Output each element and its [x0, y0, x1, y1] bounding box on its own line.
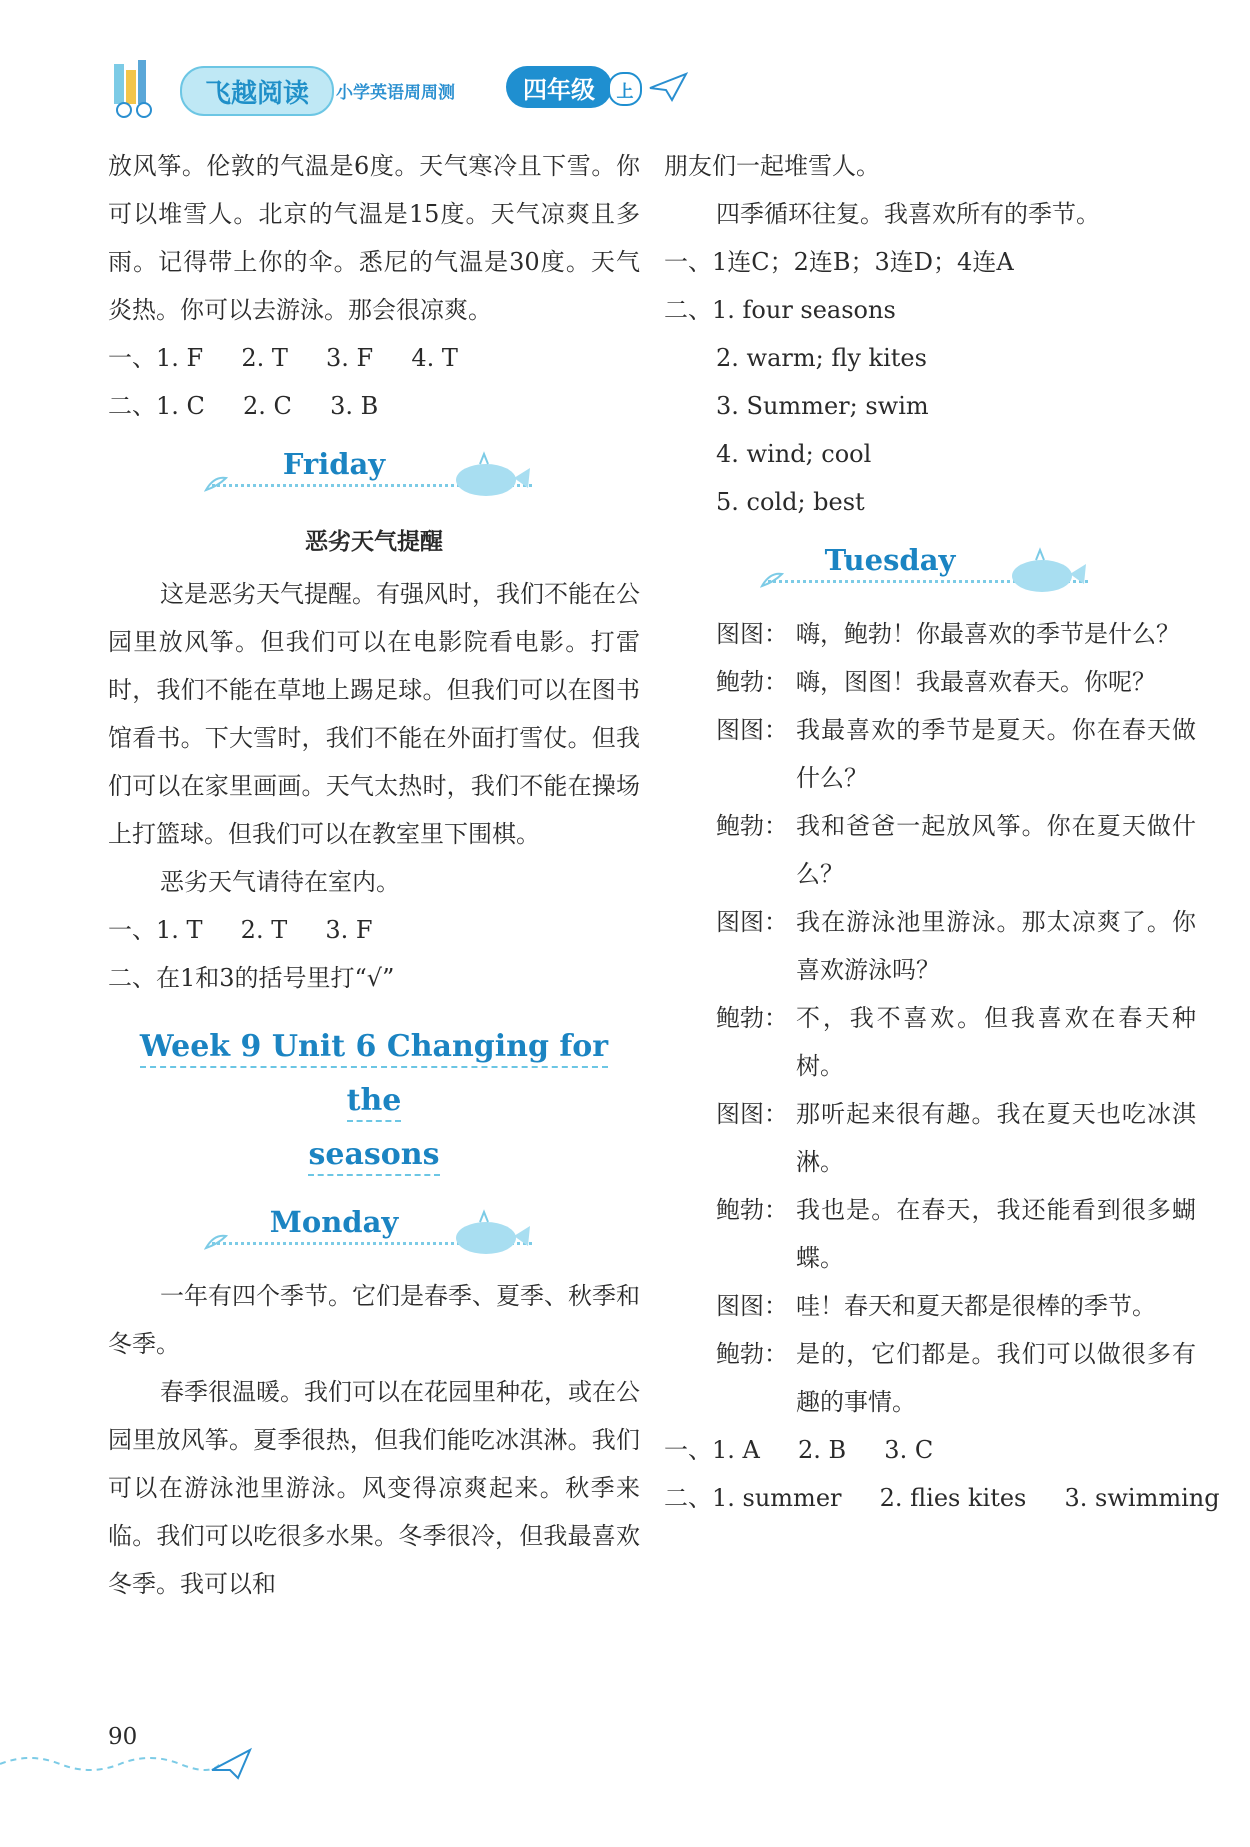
paragraph: 恶劣天气请待在室内。 — [160, 868, 400, 896]
dialog-line — [716, 706, 1196, 802]
speaker: 鲍勃： — [716, 668, 788, 696]
answer-item: 2. warm; fly kites — [716, 344, 927, 372]
utterance: 嗨，鲍勃！你最喜欢的季节是什么？ — [796, 620, 1180, 648]
utterance: 我和爸爸一起放风筝。你在夏天做什么？ — [796, 812, 1196, 888]
week-heading — [108, 1020, 640, 1182]
section-banner-friday — [108, 430, 640, 514]
answer-line: 一、1. T 2. T 3. F — [108, 916, 373, 944]
paragraph: 放风筝。伦敦的气温是6度。天气寒冷且下雪。你可以堆雪人。北京的气温是15度。天气凉爽且多雨。记得带上你的伞。悉尼的气温是30度。天气炎热。你可以去游泳。那会很凉爽。 — [108, 152, 640, 324]
answer-line: 一、1. A 2. B 3. C — [664, 1436, 934, 1464]
answer-item: 4. wind; cool — [716, 440, 872, 468]
paragraph: 一年有四个季节。它们是春季、夏季、秋季和冬季。 — [108, 1282, 640, 1358]
speaker: 鲍勃： — [716, 1196, 788, 1224]
page-header — [108, 52, 708, 132]
speaker: 图图： — [716, 1100, 788, 1128]
answer-line: 二、1. C 2. C 3. B — [108, 392, 379, 420]
grade-badge: 四年级 — [506, 66, 612, 108]
speaker: 鲍勃： — [716, 1004, 788, 1032]
utterance: 那听起来很有趣。我在夏天也吃冰淇淋。 — [796, 1100, 1196, 1176]
section-banner-monday — [108, 1188, 640, 1272]
utterance: 嗨，图图！我最喜欢春天。你呢？ — [796, 668, 1156, 696]
answer-line: 一、1连C；2连B；3连D；4连A — [664, 248, 1014, 276]
speaker: 图图： — [716, 716, 788, 744]
dialog-line — [716, 1186, 1196, 1282]
answer-line: 二、1. summer 2. flies kites 3. swimming — [664, 1484, 1220, 1512]
dialog-line — [716, 610, 1196, 658]
brand-logo: 飞越阅读 — [180, 66, 334, 116]
footer-wave-decoration — [0, 1744, 260, 1784]
dialog-line — [716, 1090, 1196, 1186]
utterance: 我最喜欢的季节是夏天。你在春天做什么？ — [796, 716, 1196, 792]
utterance: 哇！春天和夏天都是很棒的季节。 — [796, 1292, 1156, 1320]
paper-plane-icon — [648, 72, 688, 102]
answer-item: 5. cold; best — [716, 488, 865, 516]
whale-icon — [450, 1206, 534, 1258]
dialog-line — [716, 802, 1196, 898]
dialog-line — [716, 658, 1196, 706]
answer-line: 二、1. four seasons — [664, 296, 896, 324]
utterance: 我也是。在春天，我还能看到很多蝴蝶。 — [796, 1196, 1196, 1272]
paragraph: 这是恶劣天气提醒。有强风时，我们不能在公园里放风筝。但我们可以在电影院看电影。打雷时，我们不能在草地上踢足球。但我们可以在图书馆看书。下大雪时，我们不能在外面打雪仗。但我们可以在家里画画。天气太热时，我们不能在操场上打篮球。但我们可以在教室里下围棋。 — [108, 580, 640, 848]
dialog-line — [716, 994, 1196, 1090]
book-stack-icon — [108, 56, 172, 120]
paragraph: 四季循环往复。我喜欢所有的季节。 — [716, 200, 1100, 228]
page-number: 90 — [108, 1724, 138, 1750]
speaker: 鲍勃： — [716, 812, 788, 840]
section-title: Tuesday — [824, 543, 956, 577]
section-title: Friday — [282, 447, 386, 481]
utterance: 是的，它们都是。我们可以做很多有趣的事情。 — [796, 1340, 1196, 1416]
paragraph: 春季很温暖。我们可以在花园里种花，或在公园里放风筝。夏季很热，但我们能吃冰淇淋。我们可以在游泳池里游泳。风变得凉爽起来。秋季来临。我们可以吃很多水果。冬季很冷，但我最喜欢冬季。我可以和 — [108, 1378, 640, 1598]
utterance: 不，我不喜欢。但我喜欢在春天种树。 — [796, 1004, 1196, 1080]
answer-item: 3. Summer; swim — [716, 392, 929, 420]
answer-line: 二、在1和3的括号里打“√” — [108, 964, 395, 992]
whale-icon — [1006, 544, 1090, 596]
dialog-line — [716, 1330, 1196, 1426]
right-column — [664, 142, 1220, 1522]
section-banner-tuesday — [664, 526, 1196, 610]
left-column — [108, 142, 640, 1608]
dialog-line — [716, 1282, 1196, 1330]
speaker: 鲍勃： — [716, 1340, 788, 1368]
dialog-line — [716, 898, 1196, 994]
speaker: 图图： — [716, 908, 788, 936]
whale-icon — [450, 448, 534, 500]
week-heading-line1: Week 9 Unit 6 Changing for the — [140, 1029, 608, 1122]
speaker: 图图： — [716, 620, 788, 648]
week-heading-line2: seasons — [308, 1137, 439, 1176]
series-name: 小学英语周周测 — [336, 83, 455, 103]
term-badge: 上 — [608, 72, 642, 106]
paragraph: 朋友们一起堆雪人。 — [664, 152, 880, 180]
speaker: 图图： — [716, 1292, 788, 1320]
utterance: 我在游泳池里游泳。那太凉爽了。你喜欢游泳吗？ — [796, 908, 1196, 984]
section-title: Monday — [269, 1205, 399, 1239]
section-subtitle: 恶劣天气提醒 — [305, 529, 443, 555]
answer-line: 一、1. F 2. T 3. F 4. T — [108, 344, 458, 372]
dialog — [664, 610, 1196, 1426]
